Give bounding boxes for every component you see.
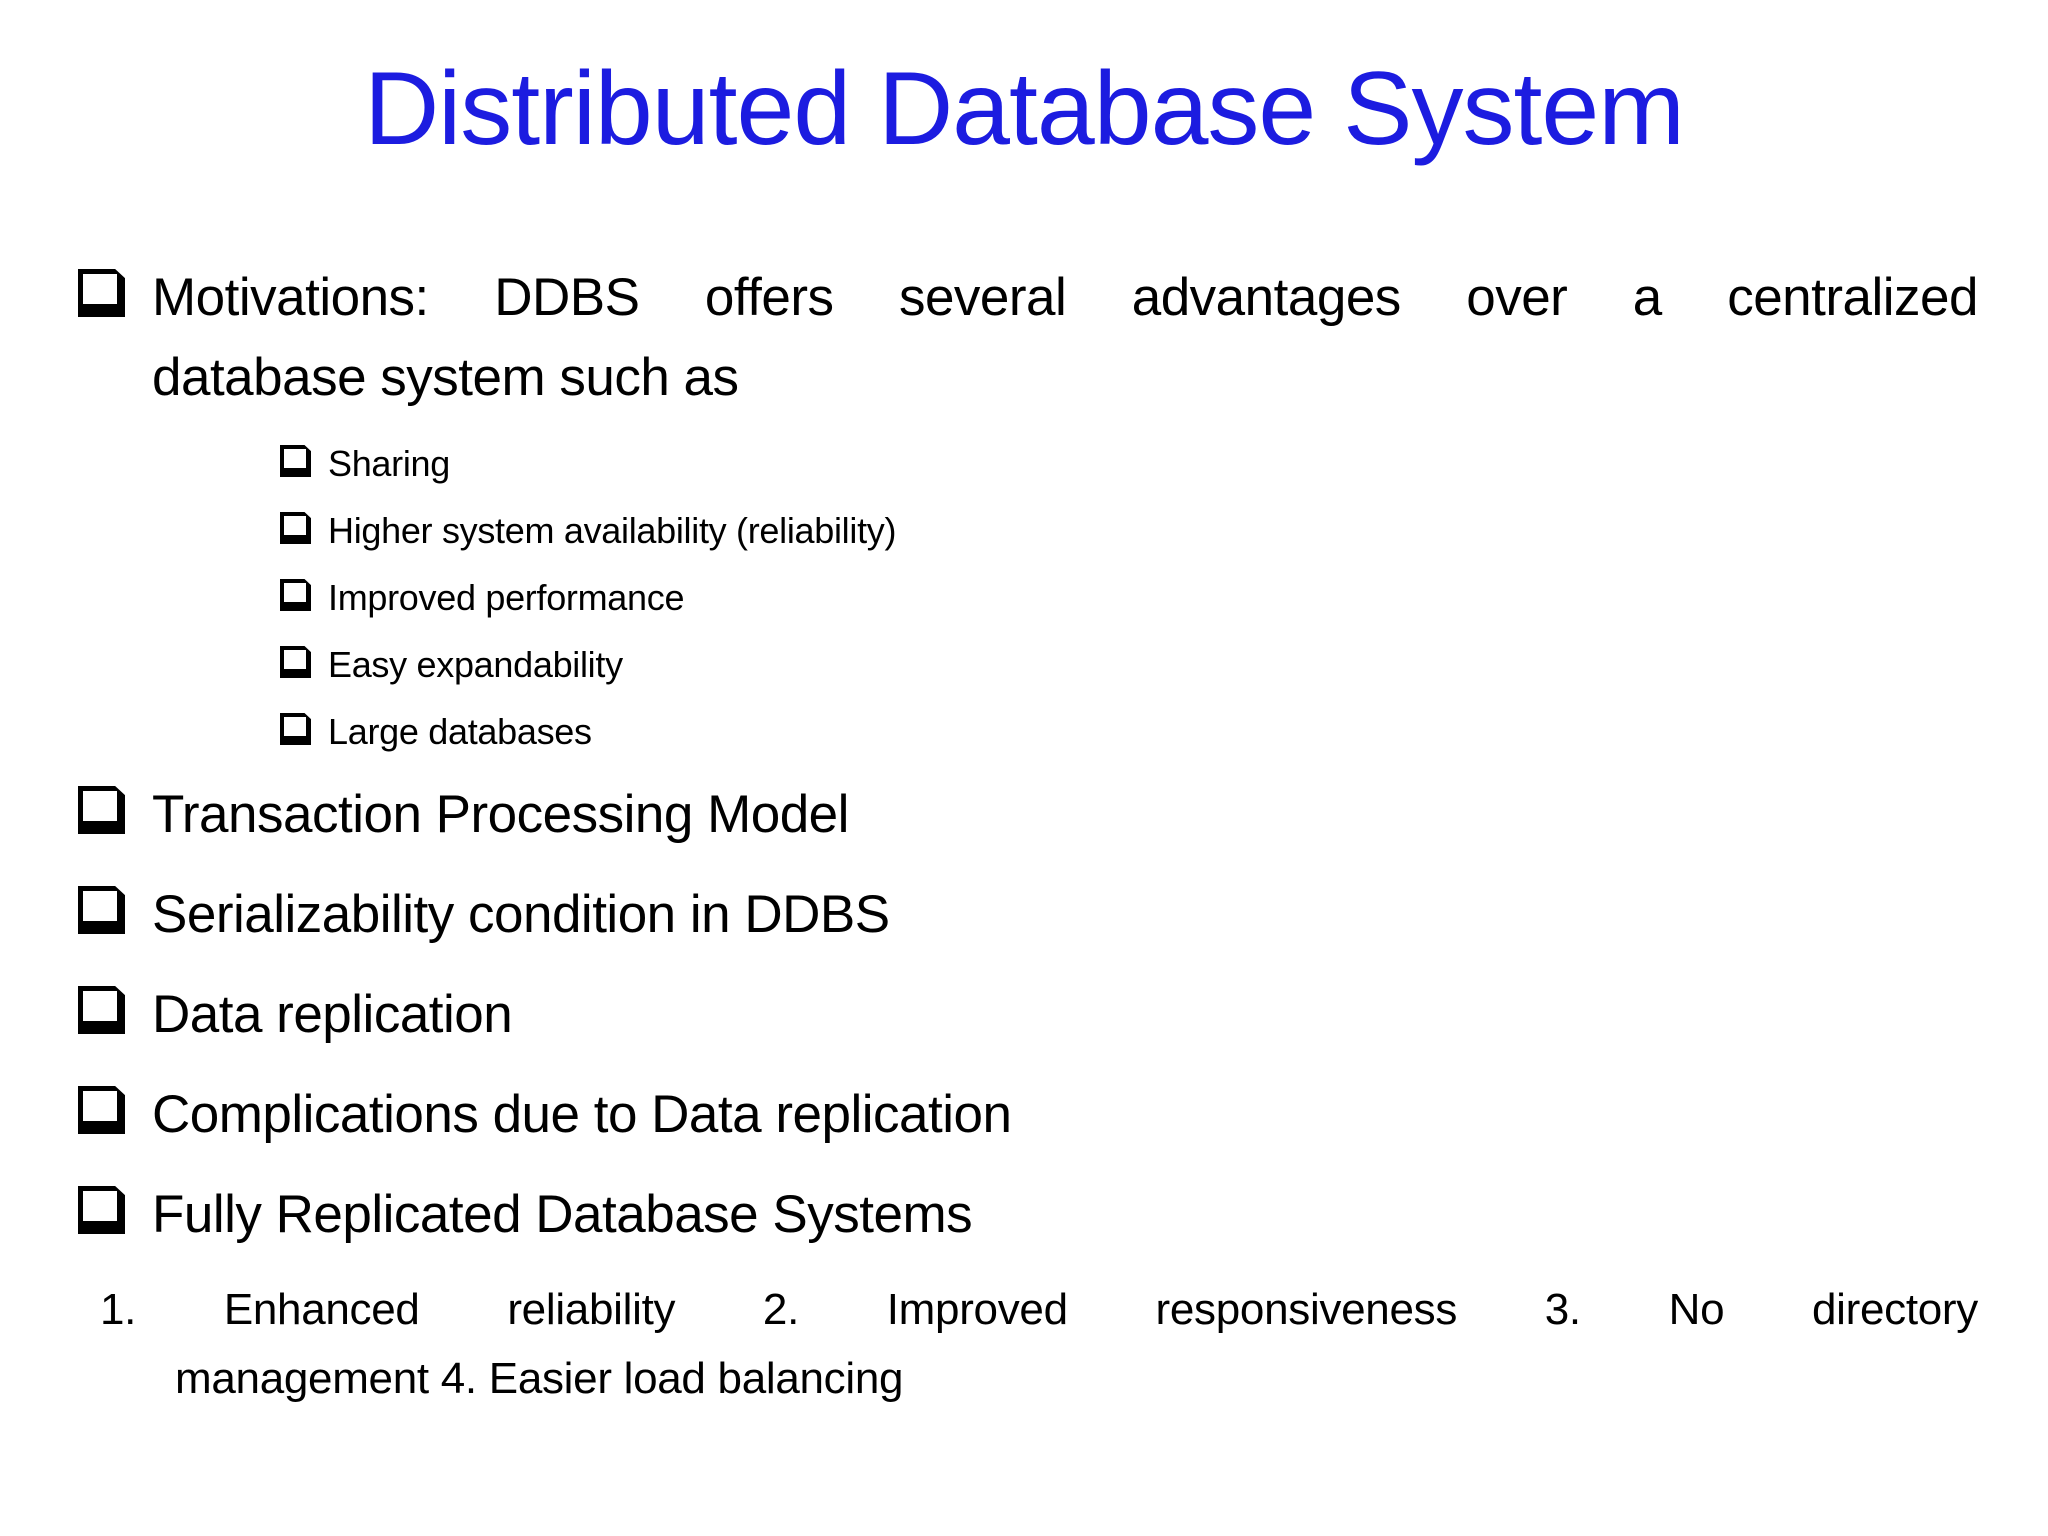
checkbox-bullet-icon (78, 1086, 125, 1134)
sub-bullet-label: Improved performance (328, 577, 685, 618)
advantages-line2: management 4. Easier load balancing (175, 1354, 904, 1403)
bullet-label: Complications due to Data replication (152, 1085, 1012, 1144)
bullet-fully-replicated-db-systems (78, 1175, 1978, 1255)
bullet-motivations-line2: database system such as (152, 348, 739, 407)
sub-bullet-label: Sharing (328, 443, 450, 484)
sub-bullet-item (280, 497, 1978, 564)
advantages-list (78, 1275, 1978, 1413)
slide-body (0, 258, 2048, 1413)
bullet-motivations (78, 258, 1978, 775)
bullet-label: Transaction Processing Model (152, 785, 849, 844)
bullet-complications-data-replication (78, 1075, 1978, 1155)
checkbox-bullet-icon (78, 1186, 125, 1234)
sub-bullet-item (280, 564, 1978, 631)
checkbox-bullet-icon (280, 512, 311, 544)
checkbox-bullet-icon (280, 713, 311, 745)
checkbox-bullet-icon (78, 886, 125, 934)
sub-bullet-label: Higher system availability (reliability) (328, 510, 897, 551)
checkbox-bullet-icon (78, 786, 125, 834)
slide-title: Distributed Database System (364, 51, 1684, 167)
bullet-label: Serializability condition in DDBS (152, 885, 890, 944)
checkbox-bullet-icon (280, 445, 311, 477)
checkbox-bullet-icon (280, 579, 311, 611)
sub-bullet-item (280, 430, 1978, 497)
sub-bullet-label: Easy expandability (328, 644, 623, 685)
checkbox-bullet-icon (78, 269, 125, 317)
bullet-motivations-line1: Motivations: DDBS offers several advantages over a centralized (152, 268, 1978, 327)
bullet-data-replication (78, 975, 1978, 1055)
bullet-label: Data replication (152, 985, 513, 1044)
checkbox-bullet-icon (78, 986, 125, 1034)
bullet-transaction-processing-model (78, 775, 1978, 855)
advantages-line1: 1. Enhanced reliability 2. Improved responsiveness 3. No directory (100, 1285, 1978, 1334)
bullet-label: Fully Replicated Database Systems (152, 1185, 973, 1244)
sub-bullet-item (280, 631, 1978, 698)
motivations-sub-list (280, 430, 1978, 765)
slide (0, 44, 2048, 1536)
sub-bullet-item (280, 698, 1978, 765)
checkbox-bullet-icon (280, 646, 311, 678)
bullet-serializability-condition (78, 875, 1978, 955)
sub-bullet-label: Large databases (328, 711, 592, 752)
bullet-motivations-text (152, 258, 1978, 775)
